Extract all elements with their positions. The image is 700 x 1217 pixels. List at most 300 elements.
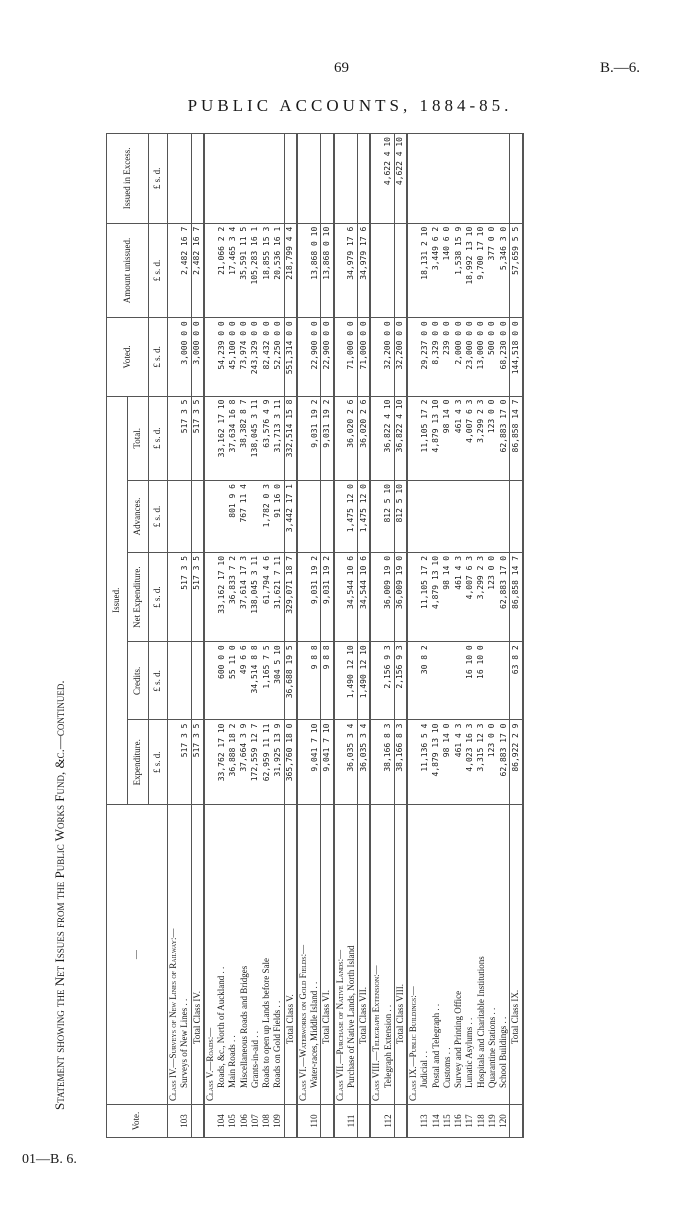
voted-cell: 71,000 0 0 [358,318,371,396]
empty-cell [297,223,309,318]
vote-number: 103 [179,1105,191,1138]
item-description: Survey and Printing Office [453,805,464,1105]
empty-cell [168,134,180,224]
expenditure-cell: 86,922 2 9 [510,720,523,805]
empty-cell [168,642,180,720]
unissued-cell: 2,482 16 7 [179,223,191,318]
excess-cell [510,134,523,224]
item-description: Customs . . [442,805,453,1105]
expenditure-cell: 98 14 0 [442,720,453,805]
voted-cell: 71,000 0 0 [346,318,358,396]
excess-cell [309,134,321,224]
net-expenditure-cell: 98 14 0 [442,552,453,641]
empty-cell [297,134,309,224]
excess-cell [250,134,261,224]
net-expenditure-cell: 36,833 7 2 [227,552,238,641]
excess-cell [216,134,227,224]
voted-cell: 23,000 0 0 [464,318,475,396]
vote-number [394,1105,407,1138]
total-cell: 3,299 2 3 [476,396,487,481]
total-cell: 86,858 14 7 [510,396,523,481]
total-cell: 332,514 15 8 [284,396,297,481]
vote-cell [334,1105,346,1138]
credits-cell: 2,156 9 3 [383,642,395,720]
vote-header: Vote. [107,1105,168,1138]
unissued-cell: 13,868 0 10 [321,223,334,318]
vote-number: 114 [431,1105,442,1138]
vote-number: 106 [239,1105,250,1138]
item-description: Lunatic Asylums . . [464,805,475,1105]
expenditure-cell: 9,041 7 10 [309,720,321,805]
page-number: 69 [334,60,349,76]
vote-cell [297,1105,309,1138]
total-cell: 9,031 19 2 [309,396,321,481]
item-description: Main Roads . . [227,805,238,1105]
unissued-cell: 13,868 0 10 [309,223,321,318]
advances-cell [442,481,453,553]
advances-cell [431,481,442,553]
empty-cell [168,552,180,641]
unissued-cell: 18,855 15 3 [261,223,272,318]
empty-cell [407,223,419,318]
total-header: Total. [128,396,149,481]
vote-number: 112 [383,1105,395,1138]
credits-cell: 9 8 8 [309,642,321,720]
unissued-cell [394,223,407,318]
table-row [216,134,227,1138]
empty-cell [407,318,419,396]
total-cell: 36,822 4 10 [383,396,395,481]
unissued-cell: 5,346 3 0 [498,223,510,318]
vote-cell [370,1105,382,1138]
table-row [227,134,238,1138]
class-heading-row [168,134,180,1138]
net-expenditure-cell: 9,031 19 2 [321,552,334,641]
credits-cell: 49 6 6 [239,642,250,720]
unissued-cell: 3,449 6 2 [431,223,442,318]
item-description: Judicial . . [419,805,430,1105]
unit-label: £ s. d. [149,552,168,641]
total-row [358,134,371,1138]
net-expenditure-cell: 517 3 5 [179,552,191,641]
voted-cell: 13,000 0 0 [476,318,487,396]
vote-number: 119 [487,1105,498,1138]
empty-cell [334,552,346,641]
total-cell: 4,007 6 3 [464,396,475,481]
total-cell: 62,883 17 0 [498,396,510,481]
credits-cell: 1,490 12 10 [346,642,358,720]
unissued-cell: 1,538 15 9 [453,223,464,318]
empty-cell [370,318,382,396]
excess-cell [239,134,250,224]
unit-label: £ s. d. [149,481,168,553]
voted-cell: 3,000 0 0 [191,318,204,396]
table-row [179,134,191,1138]
total-cell: 138,045 3 11 [250,396,261,481]
expenditure-cell: 517 3 5 [191,720,204,805]
excess-cell [487,134,498,224]
class-heading: Class VII.—Purchase of Native Lands:— [334,805,346,1105]
empty-cell [204,642,216,720]
expenditure-cell: 9,041 7 10 [321,720,334,805]
voted-cell: 243,329 0 0 [250,318,261,396]
empty-cell [370,720,382,805]
excess-cell [321,134,334,224]
advances-cell: 3,442 17 1 [284,481,297,553]
vote-number: 116 [453,1105,464,1138]
unissued-cell: 35,591 11 5 [239,223,250,318]
unissued-cell: 218,799 4 4 [284,223,297,318]
expenditure-cell: 4,023 16 3 [464,720,475,805]
credits-cell [431,642,442,720]
empty-cell [204,223,216,318]
item-description: Water-races, Middle Island . . [309,805,321,1105]
unit-label: £ s. d. [149,720,168,805]
unissued-cell: 9,700 17 10 [476,223,487,318]
net-expenditure-cell: 36,009 19 0 [394,552,407,641]
advances-cell [464,481,475,553]
empty-cell [168,318,180,396]
table-row [346,134,358,1138]
expenditure-cell: 62,883 17 0 [498,720,510,805]
unit-label: £ s. d. [149,318,168,396]
rotated-table-container [106,133,683,1138]
vote-number: 118 [476,1105,487,1138]
class-heading: Class IV.—Surveys of New Lines of Railway:— [168,805,180,1105]
table-row [442,134,453,1138]
vote-number [510,1105,523,1138]
advances-cell [216,481,227,553]
class-heading: Class V.—Roads:— [204,805,216,1105]
credits-cell: 2,156 9 3 [394,642,407,720]
item-description: Roads to open up Lands before Sale [261,805,272,1105]
total-label: Total Class VII. [358,805,371,1105]
net-expenditure-cell: 11,105 17 2 [419,552,430,641]
class-heading-row [204,134,216,1138]
item-description: Roads, &c., North of Auckland . . [216,805,227,1105]
class-heading: Class VIII.—Telegraph Extension:— [370,805,382,1105]
table-row [464,134,475,1138]
vote-number: 107 [250,1105,261,1138]
excess-cell [284,134,297,224]
empty-cell [334,481,346,553]
class-heading-row [407,134,419,1138]
unissued-cell: 105,283 16 1 [250,223,261,318]
empty-cell [168,720,180,805]
expenditure-cell: 38,166 8 3 [394,720,407,805]
unit-label: £ s. d. [149,134,168,224]
empty-cell [297,318,309,396]
empty-cell [407,642,419,720]
vote-number [191,1105,204,1138]
total-label: Total Class V. [284,805,297,1105]
advances-cell [191,481,204,553]
unissued-cell: 377 0 0 [487,223,498,318]
table-row [239,134,250,1138]
total-cell: 37,634 16 8 [227,396,238,481]
unissued-cell: 140 6 0 [442,223,453,318]
net-expenditure-cell: 34,544 10 6 [346,552,358,641]
vote-number: 109 [272,1105,284,1138]
document-reference: B.—6. [600,60,641,76]
excess-cell [179,134,191,224]
item-description: Miscellaneous Roads and Bridges [239,805,250,1105]
excess-cell [191,134,204,224]
voted-cell: 500 0 0 [487,318,498,396]
unit-label: £ s. d. [149,223,168,318]
item-description: Telegraph Extension . . [383,805,395,1105]
expenditure-cell: 37,664 3 9 [239,720,250,805]
excess-cell [261,134,272,224]
net-expenditure-cell: 62,883 17 0 [498,552,510,641]
table-row [250,134,261,1138]
empty-cell [297,642,309,720]
item-description: Grants-in-aid . . [250,805,261,1105]
net-expenditure-cell: 61,794 4 6 [261,552,272,641]
advances-cell [321,481,334,553]
vote-cell [407,1105,419,1138]
vote-cell [204,1105,216,1138]
advances-cell: 812 5 10 [394,481,407,553]
voted-cell: 551,314 0 0 [284,318,297,396]
empty-cell [407,134,419,224]
voted-cell: 239 0 0 [442,318,453,396]
total-row [394,134,407,1138]
total-cell: 517 3 5 [191,396,204,481]
credits-cell: 55 11 0 [227,642,238,720]
table-row [383,134,395,1138]
unissued-header: Amount unissued. [107,223,149,318]
empty-cell [204,134,216,224]
item-description: Surveys of New Lines . . [179,805,191,1105]
total-cell: 461 4 3 [453,396,464,481]
excess-cell [453,134,464,224]
voted-cell: 52,250 0 0 [272,318,284,396]
voted-cell: 82,432 0 0 [261,318,272,396]
empty-cell [370,642,382,720]
unissued-cell: 17,465 3 4 [227,223,238,318]
excess-cell [346,134,358,224]
net-expenditure-cell: 123 0 0 [487,552,498,641]
unit-label: £ s. d. [149,396,168,481]
expenditure-cell: 461 4 3 [453,720,464,805]
empty-cell [407,552,419,641]
excess-cell [419,134,430,224]
empty-cell [334,134,346,224]
empty-cell [334,223,346,318]
empty-cell [407,481,419,553]
document-title: PUBLIC ACCOUNTS, 1884-85. [187,96,513,115]
net-expenditure-cell: 461 4 3 [453,552,464,641]
excess-cell [227,134,238,224]
expenditure-cell: 36,888 18 2 [227,720,238,805]
expenditure-cell: 31,925 13 9 [272,720,284,805]
total-row [321,134,334,1138]
advances-cell [250,481,261,553]
empty-cell [334,396,346,481]
total-cell: 4,879 13 10 [431,396,442,481]
total-cell: 36,822 4 10 [394,396,407,481]
excess-cell [498,134,510,224]
net-expenditure-cell: 4,879 13 10 [431,552,442,641]
expenditure-cell: 38,166 8 3 [383,720,395,805]
vote-number: 105 [227,1105,238,1138]
total-row [191,134,204,1138]
voted-cell: 3,000 0 0 [179,318,191,396]
issued-header: Issued. [107,396,128,804]
unissued-cell: 21,066 2 2 [216,223,227,318]
credits-header: Credits. [128,642,149,720]
total-cell: 33,162 17 10 [216,396,227,481]
unissued-cell: 57,659 5 5 [510,223,523,318]
empty-cell [204,720,216,805]
net-expenditure-cell: 86,858 14 7 [510,552,523,641]
net-expenditure-cell: 33,162 17 10 [216,552,227,641]
advances-cell [309,481,321,553]
table-row [431,134,442,1138]
empty-cell [168,223,180,318]
expenditure-cell: 172,559 12 7 [250,720,261,805]
net-expenditure-cell: 329,071 18 7 [284,552,297,641]
vote-number: 120 [498,1105,510,1138]
vote-number [321,1105,334,1138]
excess-cell [464,134,475,224]
class-heading-row [370,134,382,1138]
advances-cell: 1,475 12 0 [358,481,371,553]
empty-cell [168,481,180,553]
credits-cell: 16 10 0 [464,642,475,720]
voted-cell: 22,900 0 0 [321,318,334,396]
empty-cell [407,396,419,481]
advances-cell [453,481,464,553]
class-heading: Class IX.—Public Buildings:— [407,805,419,1105]
credits-cell: 1,490 12 10 [358,642,371,720]
total-cell: 123 0 0 [487,396,498,481]
voted-cell: 2,000 0 0 [453,318,464,396]
unit-label: £ s. d. [149,642,168,720]
empty-cell [407,720,419,805]
credits-cell: 304 5 10 [272,642,284,720]
total-label: Total Class IX. [510,805,523,1105]
voted-cell: 32,200 0 0 [383,318,395,396]
credits-cell [487,642,498,720]
class-heading-row [297,134,309,1138]
total-cell: 11,105 17 2 [419,396,430,481]
expenditure-cell: 123 0 0 [487,720,498,805]
advances-cell: 1,782 0 3 [261,481,272,553]
voted-header: Voted. [107,318,149,396]
statement-title: Statement showing the Net Issues from the Public Works Fund, &c.—continued. [52,680,67,1110]
net-expenditure-cell: 37,614 17 3 [239,552,250,641]
net-expenditure-cell: 9,031 19 2 [309,552,321,641]
excess-cell [358,134,371,224]
table-row [309,134,321,1138]
total-row [510,134,523,1138]
net-expenditure-cell: 34,544 10 6 [358,552,371,641]
total-cell: 38,382 8 7 [239,396,250,481]
total-row [284,134,297,1138]
credits-cell: 30 8 2 [419,642,430,720]
table-row [272,134,284,1138]
item-description: Purchase of Native Lands, North Island [346,805,358,1105]
credits-cell: 600 0 0 [216,642,227,720]
total-cell: 9,031 19 2 [321,396,334,481]
total-cell: 63,576 4 9 [261,396,272,481]
advances-cell [179,481,191,553]
credits-cell [179,642,191,720]
advances-cell: 767 11 4 [239,481,250,553]
excess-cell [476,134,487,224]
net-expenditure-cell: 3,299 2 3 [476,552,487,641]
empty-cell [297,720,309,805]
item-description: Quarantine Stations . . [487,805,498,1105]
empty-cell [297,396,309,481]
empty-cell [204,481,216,553]
expenditure-cell: 62,959 11 11 [261,720,272,805]
empty-cell [370,481,382,553]
empty-cell [204,318,216,396]
credits-cell: 34,514 8 8 [250,642,261,720]
unissued-cell: 18,131 2 10 [419,223,430,318]
credits-cell [442,642,453,720]
empty-cell [334,318,346,396]
credits-cell [453,642,464,720]
table-row [419,134,430,1138]
excess-cell: 4,622 4 10 [394,134,407,224]
table-body [168,134,523,1138]
vote-number [284,1105,297,1138]
voted-cell: 73,974 0 0 [239,318,250,396]
vote-number: 115 [442,1105,453,1138]
voted-cell: 144,518 0 0 [510,318,523,396]
credits-cell [498,642,510,720]
table-row [453,134,464,1138]
advances-cell: 1,475 12 0 [346,481,358,553]
voted-cell: 45,100 0 0 [227,318,238,396]
credits-cell: 16 10 0 [476,642,487,720]
vote-cell [168,1105,180,1138]
excess-cell: 4,622 4 10 [383,134,395,224]
table-row [476,134,487,1138]
vote-number [358,1105,371,1138]
excess-header: Issued in Excess. [107,134,149,224]
voted-cell: 29,237 0 0 [419,318,430,396]
vote-number: 113 [419,1105,430,1138]
unissued-cell: 18,992 13 10 [464,223,475,318]
total-label: Total Class IV. [191,805,204,1105]
advances-cell [419,481,430,553]
unissued-cell: 20,536 16 1 [272,223,284,318]
expenditure-header: Expenditure. [128,720,149,805]
footer-reference: 01—B. 6. [22,1152,77,1167]
net-expenditure-header: Net Expenditure. [128,552,149,641]
net-expenditure-cell: 138,045 3 11 [250,552,261,641]
expenditure-cell: 517 3 5 [179,720,191,805]
advances-cell: 91 16 0 [272,481,284,553]
unissued-cell: 34,979 17 6 [358,223,371,318]
advances-cell: 812 5 10 [383,481,395,553]
total-cell: 36,020 2 6 [346,396,358,481]
description-header: — [107,805,168,1105]
vote-number: 108 [261,1105,272,1138]
item-description: Hospitals and Charitable Institutions [476,805,487,1105]
voted-cell: 8,329 0 0 [431,318,442,396]
expenditure-cell: 36,035 3 4 [358,720,371,805]
advances-cell: 801 9 6 [227,481,238,553]
item-description: Roads on Gold Fields . . [272,805,284,1105]
vote-number: 110 [309,1105,321,1138]
advances-cell [498,481,510,553]
